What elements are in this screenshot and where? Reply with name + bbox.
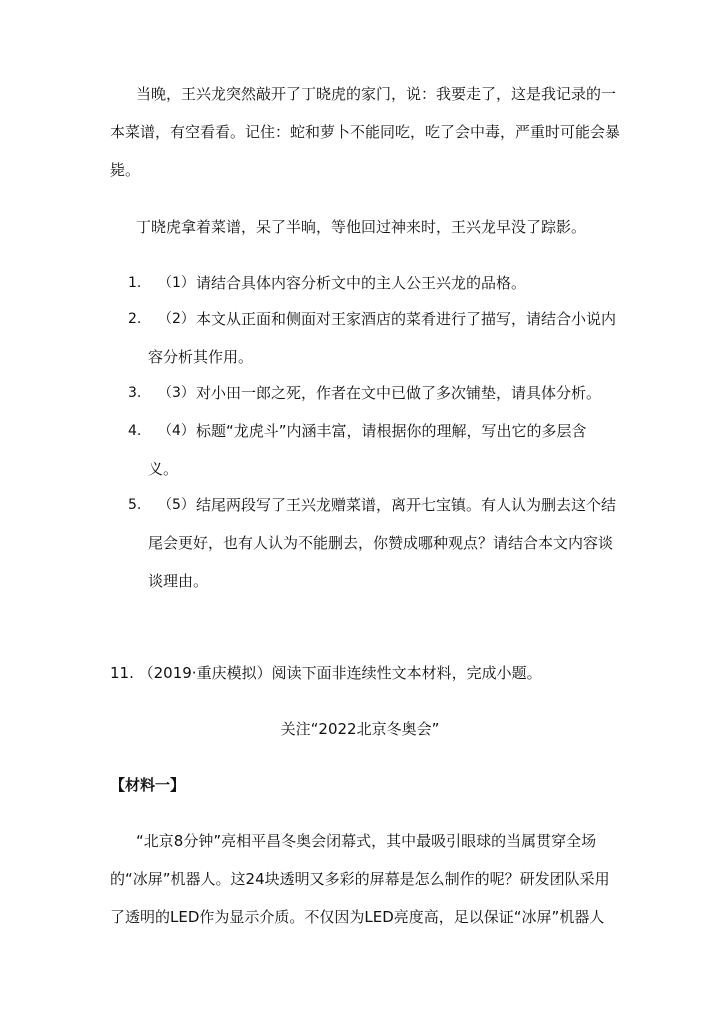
question-text-line: 尾会更好，也有人认为不能删去，你赞成哪种观点？请结合本文内容谈 (148, 534, 614, 552)
section-11-title: 关注“2022北京冬奥会” (280, 720, 440, 738)
question-number: 1. (128, 275, 142, 291)
question-number: 5. (128, 497, 142, 513)
question-tag: （1） (158, 275, 195, 291)
question-text-line: 结尾两段写了王兴龙赠菜谱，离开七宝镇。有人认为删去这个结 (196, 496, 617, 514)
question-text-line: 本文从正面和侧面对王家酒店的菜肴进行了描写，请结合小说内 (196, 310, 617, 328)
question-tag: （4） (158, 423, 195, 439)
material-body-line3: 了透明的LED作为显示介质。不仅因为LED亮度高，足以保证“冰屏”机器人 (110, 908, 605, 926)
material-body-line2: 的“冰屏”机器人。这24块透明又多彩的屏幕是怎么制作的呢？研发团队采用 (110, 870, 610, 888)
question-text-line: 请结合具体内容分析文中的主人公王兴龙的品格。 (196, 274, 527, 292)
question-number: 2. (128, 311, 142, 327)
section-11-heading: 11. （2019·重庆模拟）阅读下面非连续性文本材料，完成小题。 (110, 664, 542, 682)
question-tag: （5） (158, 497, 195, 513)
question-text-line: 义。 (148, 460, 179, 478)
material-label: 【材料一】 (110, 776, 186, 794)
question-number: 3. (128, 385, 142, 401)
question-text-line: 对小田一郎之死，作者在文中已做了多次铺垫，请具体分析。 (196, 384, 602, 402)
question-text-line: 标题“龙虎斗”内涵丰富，请根据你的理解，写出它的多层含 (196, 422, 587, 440)
story-para1-line2: 本菜谱，有空看看。记住：蛇和萝卜不能同吃，吃了会中毒，严重时可能会暴 (110, 123, 621, 141)
question-text-line: 谈理由。 (148, 572, 209, 590)
story-para1-line3: 毙。 (110, 161, 141, 179)
question-number: 4. (128, 423, 142, 439)
question-tag: （2） (158, 311, 195, 327)
question-tag: （3） (158, 385, 195, 401)
story-para2-line1: 丁晓虎拿着菜谱，呆了半晌，等他回过神来时，王兴龙早没了踪影。 (136, 218, 587, 236)
story-para1-line1: 当晚，王兴龙突然敲开了丁晓虎的家门，说：我要走了，这是我记录的一 (136, 85, 617, 103)
material-body-line1: “北京8分钟”亮相平昌冬奥会闭幕式，其中最吸引眼球的当属贯穿全场 (136, 832, 597, 850)
question-text-line: 容分析其作用。 (148, 348, 254, 366)
